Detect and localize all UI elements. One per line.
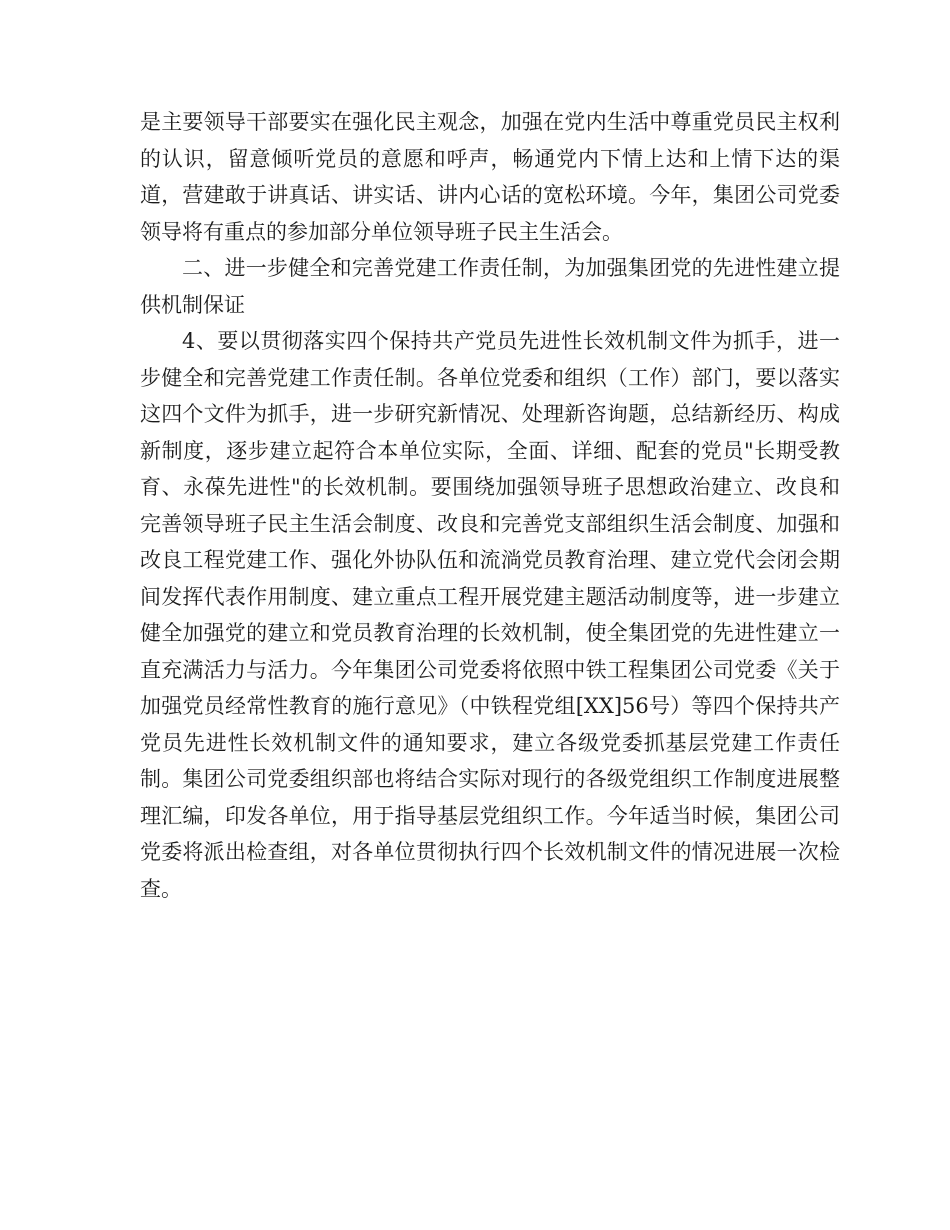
document-body	[140, 104, 840, 907]
paragraph-continuation: 是主要领导干部要实在强化民主观念，加强在党内生活中尊重党员民主权利的认识，留意倾听党员的意愿和呼声，畅通党内下情上达和上情下达的渠道，营建敢于讲真话、讲实话、讲内心话的宽松环境。今年，集团公司党委领导将有重点的参加部分单位领导班子民主生活会。	[140, 110, 840, 244]
section-heading: 二、进一步健全和完善党建工作责任制，为加强集团党的先进性建立提供机制保证	[140, 256, 840, 317]
paragraph-item-4: 4、要以贯彻落实四个保持共产党员先进性长效机制文件为抓手，进一步健全和完善党建工作责任制。各单位党委和组织（工作）部门，要以落实这四个文件为抓手，进一步研究新情况、处理新咨询题，总结新经历、构成新制度，逐步建立起符合本单位实际，全面、详细、配套的党员"长期受教育、永葆先进性"的长效机制。要围绕加强领导班子思想政治建立、改良和完善领导班子民主生活会制度、改良和完善党支部组织生活会制度、加强和改良工程党建工作、强化外协队伍和流淌党员教育治理、建立党代会闭会期间发挥代表作用制度、建立重点工程开展党建主题活动制度等，进一步建立健全加强党的建立和党员教育治理的长效机制，使全集团党的先进性建立一直充满活力与活力。今年集团公司党委将依照中铁工程集团公司党委《关于加强党员经常性教育的施行意见》（中铁程党组[XX]56号）等四个保持共产党员先进性长效机制文件的通知要求，建立各级党委抓基层党建工作责任制。集团公司党委组织部也将结合实际对现行的各级党组织工作制度进展整理汇编，印发各单位，用于指导基层党组织工作。今年适当时候，集团公司党委将派出检查组，对各单位贯彻执行四个长效机制文件的情况进展一次检查。	[140, 329, 840, 901]
